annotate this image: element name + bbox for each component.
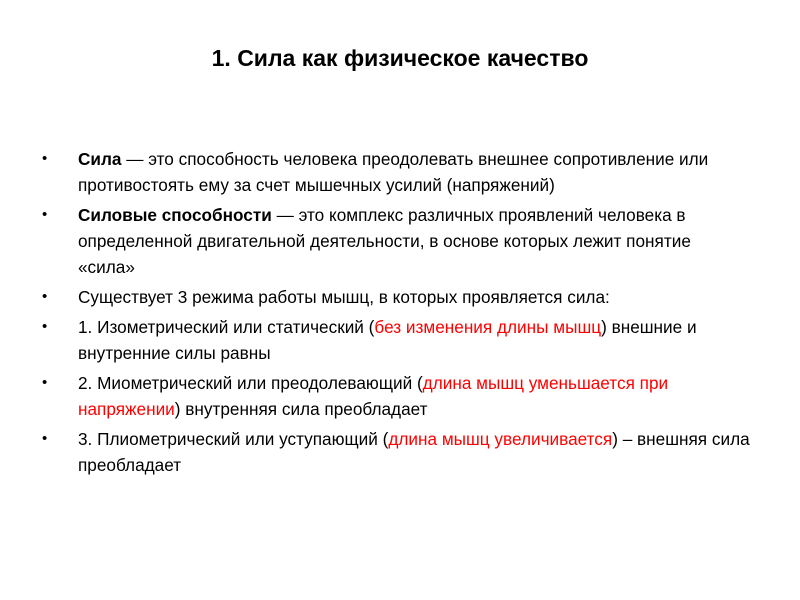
bullet-text-after: ) внешние и внутренние силы равны (78, 317, 697, 363)
bullet-list (40, 146, 752, 482)
bullet-text-after: ) внутренняя сила преобладает (174, 399, 428, 419)
bullet-dot-icon: • (42, 374, 48, 391)
highlight-text: без изменения длины мышц (374, 317, 602, 337)
slide-title: 1. Сила как физическое качество (211, 45, 589, 71)
bullet-text-before: 2. Миометрический или преодолевающий ( (78, 373, 423, 393)
bullet-isometric-mode (40, 314, 752, 366)
bullet-text-after: ) – внешняя сила преобладает (78, 429, 750, 475)
bullet-dot-icon: • (42, 318, 48, 335)
bullet-text: Существует 3 режима работы мышц, в которых проявляется сила: (78, 287, 610, 307)
bullet-text-before: 1. Изометрический или статический ( (78, 317, 375, 337)
term-strength: Сила (78, 149, 122, 169)
bullet-miometric-mode (40, 370, 752, 422)
bullet-dot-icon: • (42, 206, 48, 223)
bullet-pliometric-mode (40, 426, 752, 478)
bullet-dot-icon: • (42, 430, 48, 447)
bullet-dot-icon: • (42, 150, 48, 167)
bullet-text: — это комплекс различных проявлений человека в определенной двигательной деятельности, в основе которых лежит понятие «сила» (78, 205, 691, 277)
highlight-text: длина мышц увеличивается (388, 429, 613, 449)
bullet-text: — это способность человека преодолевать внешнее сопротивление или противостоять ему за счет мышечных усилий (напряжений) (78, 149, 709, 195)
bullet-strength-definition (40, 146, 752, 198)
term-strength-abilities: Силовые способности (78, 205, 272, 225)
bullet-dot-icon: • (42, 288, 48, 305)
bullet-text-before: 3. Плиометрический или уступающий ( (78, 429, 389, 449)
highlight-text: длина мышц уменьшается при напряжении (78, 373, 669, 419)
bullet-strength-abilities (40, 202, 752, 280)
bullet-muscle-modes-intro (40, 284, 752, 310)
